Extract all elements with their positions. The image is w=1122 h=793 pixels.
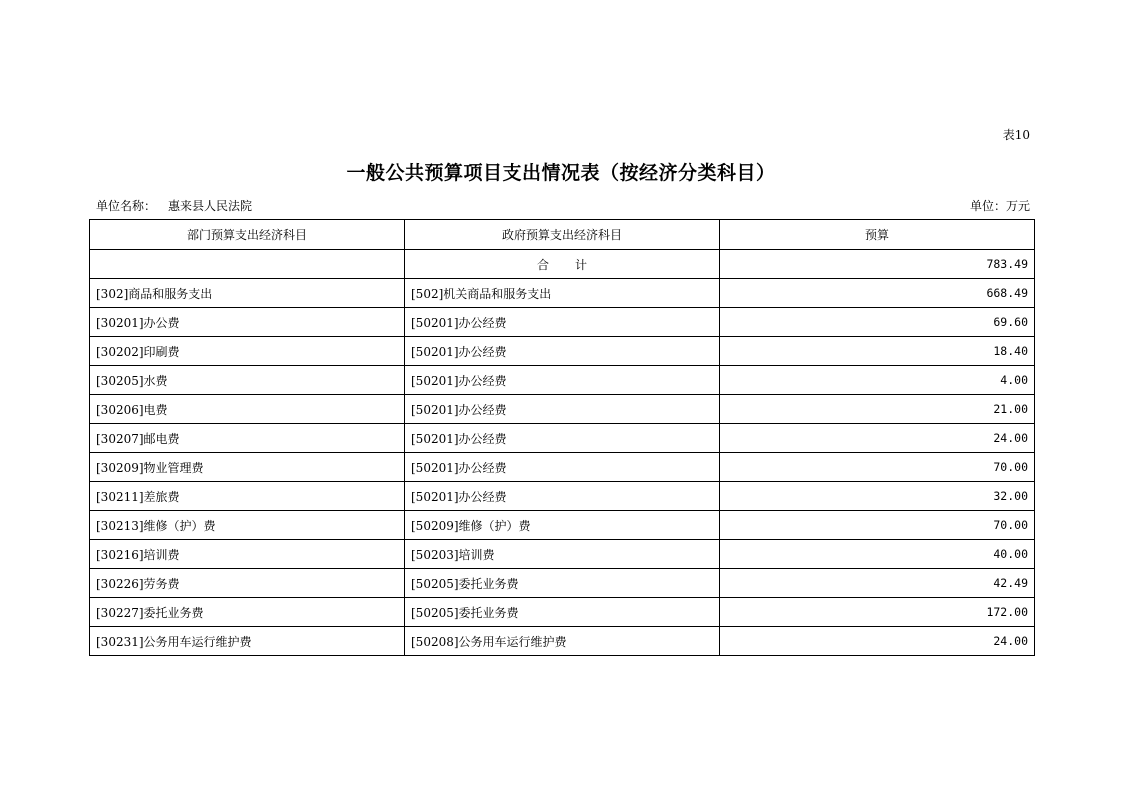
- table-row: [90, 337, 1035, 366]
- budget-table: [89, 219, 1035, 656]
- dept-subject-cell: [30205]水费: [90, 366, 405, 395]
- budget-value-cell: 70.00: [720, 453, 1035, 482]
- table-row: [90, 366, 1035, 395]
- budget-value-cell: 40.00: [720, 540, 1035, 569]
- dept-subject-cell: [30207]邮电费: [90, 424, 405, 453]
- table-row: [90, 279, 1035, 308]
- gov-subject-cell: [50201]办公经费: [405, 366, 720, 395]
- amount-unit: 单位：万元: [969, 199, 1030, 213]
- dept-subject-cell: [30226]劳务费: [90, 569, 405, 598]
- gov-subject-cell: [50201]办公经费: [405, 395, 720, 424]
- table-row: [90, 627, 1035, 656]
- gov-subject-cell: [50205]委托业务费: [405, 598, 720, 627]
- budget-value-cell: 70.00: [720, 511, 1035, 540]
- table-row: [90, 453, 1035, 482]
- header-dept: 部门预算支出经济科目: [90, 220, 405, 250]
- dept-subject-cell: [30206]电费: [90, 395, 405, 424]
- total-dept-cell: [90, 250, 405, 279]
- gov-subject-cell: [50201]办公经费: [405, 482, 720, 511]
- table-row: [90, 395, 1035, 424]
- dept-subject-cell: [302]商品和服务支出: [90, 279, 405, 308]
- header-gov: 政府预算支出经济科目: [405, 220, 720, 250]
- total-value: 783.49: [720, 250, 1035, 279]
- unit-name-label: 单位名称：: [96, 199, 157, 213]
- table-row: [90, 598, 1035, 627]
- table-row: [90, 511, 1035, 540]
- table-row: [90, 424, 1035, 453]
- total-label-b: 计: [575, 257, 588, 272]
- dept-subject-cell: [30211]差旅费: [90, 482, 405, 511]
- budget-value-cell: 668.49: [720, 279, 1035, 308]
- gov-subject-cell: [50201]办公经费: [405, 337, 720, 366]
- dept-subject-cell: [30202]印刷费: [90, 337, 405, 366]
- budget-value-cell: 24.00: [720, 424, 1035, 453]
- page-title: 一般公共预算项目支出情况表（按经济分类科目）: [346, 162, 776, 184]
- budget-value-cell: 24.00: [720, 627, 1035, 656]
- gov-subject-cell: [50201]办公经费: [405, 453, 720, 482]
- dept-subject-cell: [30209]物业管理费: [90, 453, 405, 482]
- gov-subject-cell: [50201]办公经费: [405, 424, 720, 453]
- dept-subject-cell: [30227]委托业务费: [90, 598, 405, 627]
- budget-value-cell: 32.00: [720, 482, 1035, 511]
- total-label: [405, 250, 720, 279]
- table-number: 表10: [1002, 128, 1030, 142]
- budget-value-cell: 21.00: [720, 395, 1035, 424]
- gov-subject-cell: [50209]维修（护）费: [405, 511, 720, 540]
- header-budget: 预算: [720, 220, 1035, 250]
- unit-name-value: 惠来县人民法院: [168, 199, 253, 213]
- gov-subject-cell: [50201]办公经费: [405, 308, 720, 337]
- total-row: [90, 250, 1035, 279]
- budget-value-cell: 172.00: [720, 598, 1035, 627]
- gov-subject-cell: [50205]委托业务费: [405, 569, 720, 598]
- table-row: [90, 308, 1035, 337]
- gov-subject-cell: [50208]公务用车运行维护费: [405, 627, 720, 656]
- dept-subject-cell: [30213]维修（护）费: [90, 511, 405, 540]
- budget-value-cell: 18.40: [720, 337, 1035, 366]
- total-label-a: 合: [536, 257, 549, 272]
- budget-value-cell: 69.60: [720, 308, 1035, 337]
- header-row: [90, 220, 1035, 250]
- gov-subject-cell: [50203]培训费: [405, 540, 720, 569]
- dept-subject-cell: [30216]培训费: [90, 540, 405, 569]
- budget-value-cell: 42.49: [720, 569, 1035, 598]
- table-row: [90, 569, 1035, 598]
- dept-subject-cell: [30231]公务用车运行维护费: [90, 627, 405, 656]
- unit-name: [96, 197, 252, 214]
- table-row: [90, 540, 1035, 569]
- budget-value-cell: 4.00: [720, 366, 1035, 395]
- dept-subject-cell: [30201]办公费: [90, 308, 405, 337]
- gov-subject-cell: [502]机关商品和服务支出: [405, 279, 720, 308]
- table-row: [90, 482, 1035, 511]
